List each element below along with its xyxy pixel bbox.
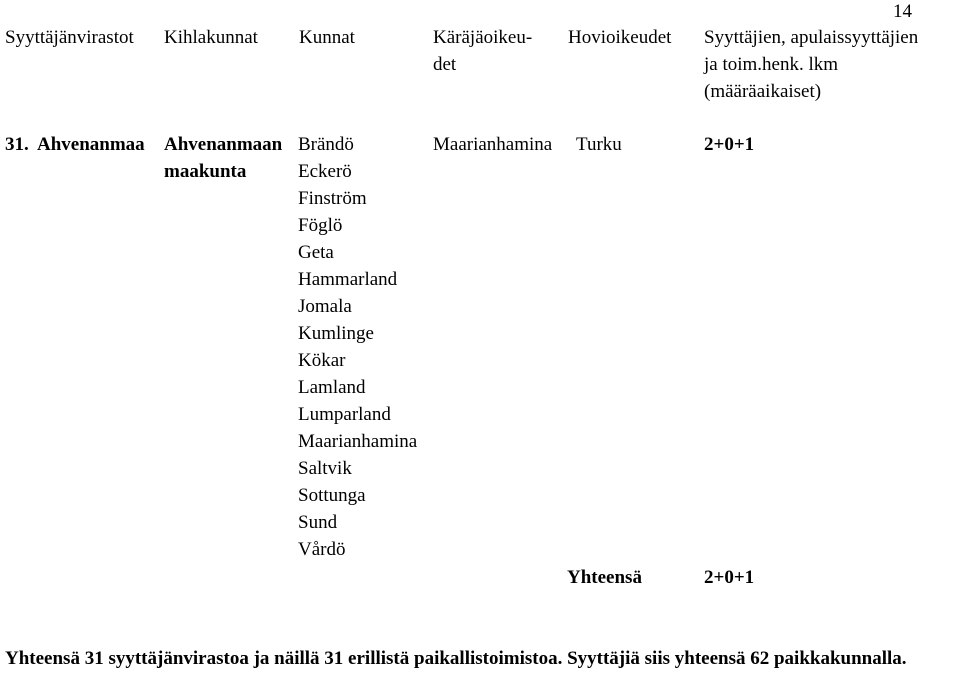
municipality-item: Kumlinge bbox=[298, 323, 374, 344]
row-appeal-court: Turku bbox=[576, 134, 622, 155]
municipality-item: Sund bbox=[298, 512, 338, 533]
municipality-item: Hammarland bbox=[298, 269, 398, 290]
municipality-item: Finström bbox=[298, 188, 367, 209]
header-prosecutor-count-line-2: ja toim.henk. lkm bbox=[704, 54, 839, 75]
municipality-item: Geta bbox=[298, 242, 334, 263]
header-prosecution-offices: Syyttäjänvirastot bbox=[5, 27, 134, 48]
row-prosecutor-count: 2+0+1 bbox=[704, 134, 755, 155]
municipality-item: Jomala bbox=[298, 296, 352, 317]
municipality-item: Saltvik bbox=[298, 458, 352, 479]
municipality-item: Kökar bbox=[298, 350, 346, 371]
municipality-item: Lumparland bbox=[298, 404, 391, 425]
header-district-courts-line-2: det bbox=[433, 54, 457, 75]
summary-paragraph: Yhteensä 31 syyttäjänvirastoa ja näillä 31 erillistä paikallistoimistoa. Syyttäjiä siis yhteensä 62 paikkakunnalla. bbox=[5, 648, 907, 669]
municipality-item: Brändö bbox=[298, 134, 354, 155]
header-prosecutor-count-line-1: Syyttäjien, apulaissyyttäjien bbox=[704, 27, 919, 48]
header-appeal-courts: Hovioikeudet bbox=[568, 27, 672, 48]
total-label: Yhteensä bbox=[567, 567, 642, 588]
municipality-item: Vårdö bbox=[298, 539, 346, 560]
total-count: 2+0+1 bbox=[704, 567, 755, 588]
municipality-item: Sottunga bbox=[298, 485, 366, 506]
municipality-item: Maarianhamina bbox=[298, 431, 418, 452]
header-district-courts-line-1: Käräjäoikeu- bbox=[433, 27, 533, 48]
header-district-courts bbox=[433, 24, 532, 78]
header-prosecutor-count-line-3: (määräaikaiset) bbox=[704, 81, 822, 102]
municipality-item: Lamland bbox=[298, 377, 366, 398]
header-prosecutor-count bbox=[704, 24, 918, 105]
page-number: 14 bbox=[893, 1, 912, 22]
header-municipalities: Kunnat bbox=[299, 27, 355, 48]
row-district-court: Maarianhamina bbox=[433, 134, 553, 155]
row-office: Ahvenanmaa bbox=[37, 134, 145, 155]
municipality-list bbox=[298, 131, 417, 563]
row-district-line-2: maakunta bbox=[164, 161, 247, 182]
municipality-item: Föglö bbox=[298, 215, 343, 236]
row-district-line-1: Ahvenanmaan bbox=[164, 134, 283, 155]
row-number: 31. bbox=[5, 134, 29, 155]
header-police-districts: Kihlakunnat bbox=[164, 27, 258, 48]
municipality-item: Eckerö bbox=[298, 161, 352, 182]
